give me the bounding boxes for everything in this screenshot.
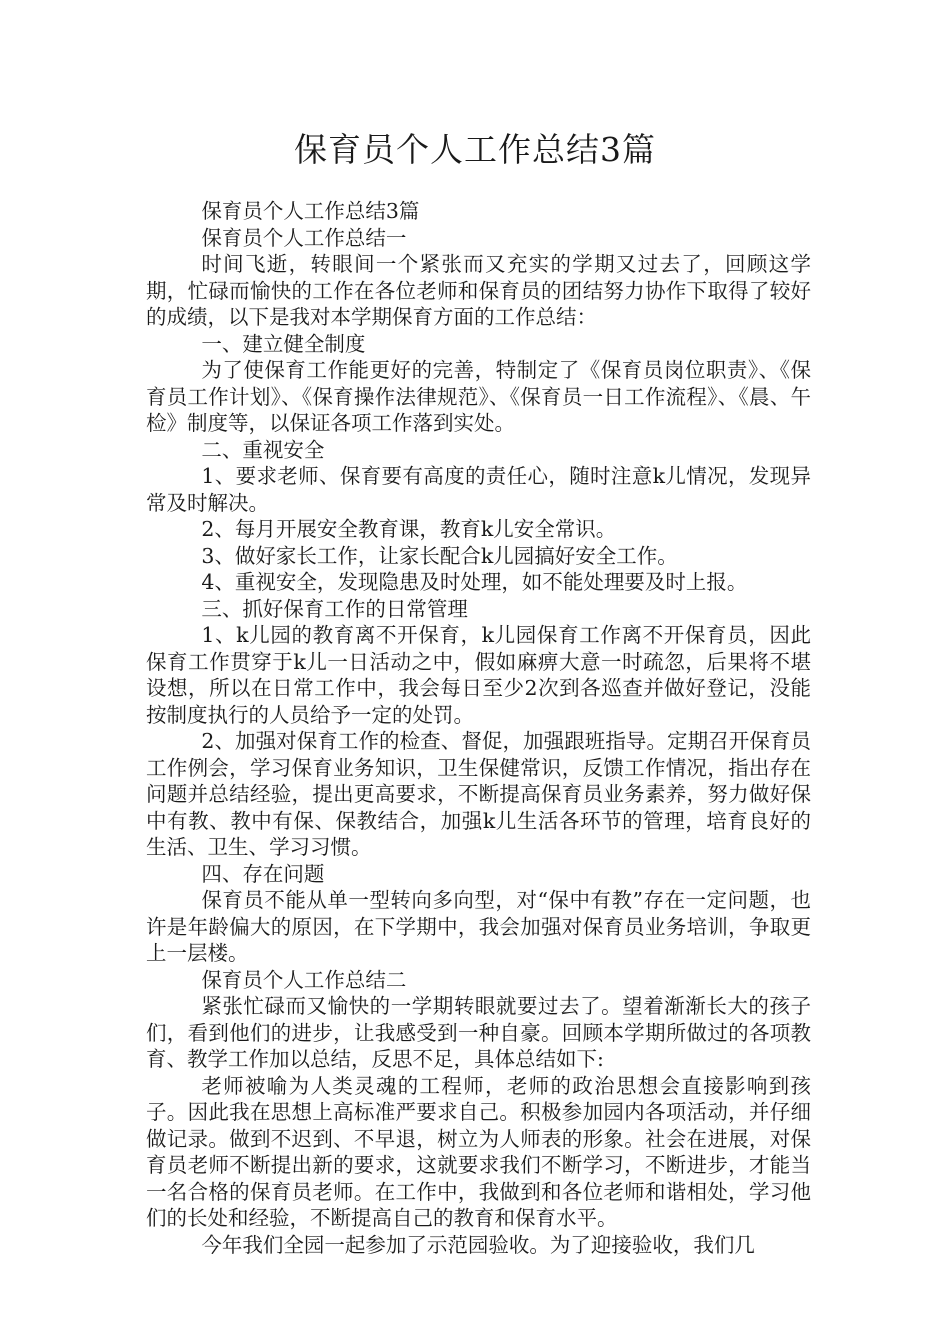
section-heading: 二、重视安全 (201, 437, 325, 462)
document-body (146, 198, 811, 1258)
section-heading: 四、存在问题 (201, 861, 325, 886)
section-heading: 保育员个人工作总结二 (201, 967, 407, 992)
list-item: 2、每月开展安全教育课，教育k儿安全常识。 (201, 517, 617, 541)
paragraph: 紧张忙碌而又愉快的一学期转眼就要过去了。望着渐渐长大的孩子们，看到他们的进步，让我感受到一种自豪。回顾本学期所做过的各项教育、教学工作加以总结，反思不足，具体总结如下: (146, 994, 811, 1071)
list-item: 1、要求老师、保育要有高度的责任心，随时注意k儿情况，发现异常及时解决。 (146, 464, 811, 515)
list-item: 1、k儿园的教育离不开保育，k儿园保育工作离不开保育员，因此保育工作贯穿于k儿一日活动之中，假如麻痹大意一时疏忽，后果将不堪设想，所以在日常工作中，我会每日至少2次到各巡查并做好登记，没能按制度执行的人员给予一定的处罚。 (146, 623, 811, 727)
list-item: 4、重视安全，发现隐患及时处理，如不能处理要及时上报。 (201, 570, 748, 594)
list-item: 2、加强对保育工作的检查、督促，加强跟班指导。定期召开保育员工作例会，学习保育业务知识，卫生保健常识，反馈工作情况，指出存在问题并总结经验，提出更高要求，不断提高保育员业务素养，努力做好保中有教、教中有保、保教结合，加强k儿生活各环节的管理，培育良好的生活、卫生、学习习惯。 (146, 729, 811, 859)
section-heading: 三、抓好保育工作的日常管理 (201, 596, 468, 621)
list-item: 3、做好家长工作，让家长配合k儿园搞好安全工作。 (201, 543, 678, 568)
paragraph: 保育员不能从单一型转向多向型，对“保中有教”存在一定问题，也许是年龄偏大的原因，在下学期中，我会加强对保育员业务培训，争取更上一层楼。 (146, 888, 811, 965)
paragraph: 时间飞逝，转眼间一个紧张而又充实的学期又过去了，回顾这学期，忙碌而愉快的工作在各位老师和保育员的团结努力协作下取得了较好的成绩，以下是我对本学期保育方面的工作总结： (146, 252, 811, 329)
paragraph: 今年我们全园一起参加了示范园验收。为了迎接验收，我们几 (201, 1232, 755, 1257)
paragraph: 保育员个人工作总结3篇 (201, 199, 420, 223)
section-heading: 保育员个人工作总结一 (201, 225, 407, 250)
document-title: 保育员个人工作总结3篇 (294, 130, 656, 169)
paragraph: 老师被喻为人类灵魂的工程师，老师的政治思想会直接影响到孩子。因此我在思想上高标准严要求自己。积极参加园内各项活动，并仔细做记录。做到不迟到、不早退，树立为人师表的形象。社会在进展，对保育员老师不断提出新的要求，这就要求我们不断学习，不断进步，才能当一名合格的保育员老师。在工作中，我做到和各位老师和谐相处，学习他们的长处和经验，不断提高自己的教育和保育水平。 (146, 1073, 811, 1230)
paragraph: 为了使保育工作能更好的完善，特制定了《保育员岗位职责》、《保育员工作计划》、《保育操作法律规范》、《保育员一日工作流程》、《晨、午检》制度等，以保证各项工作落到实处。 (146, 358, 811, 435)
section-heading: 一、建立健全制度 (201, 331, 366, 356)
